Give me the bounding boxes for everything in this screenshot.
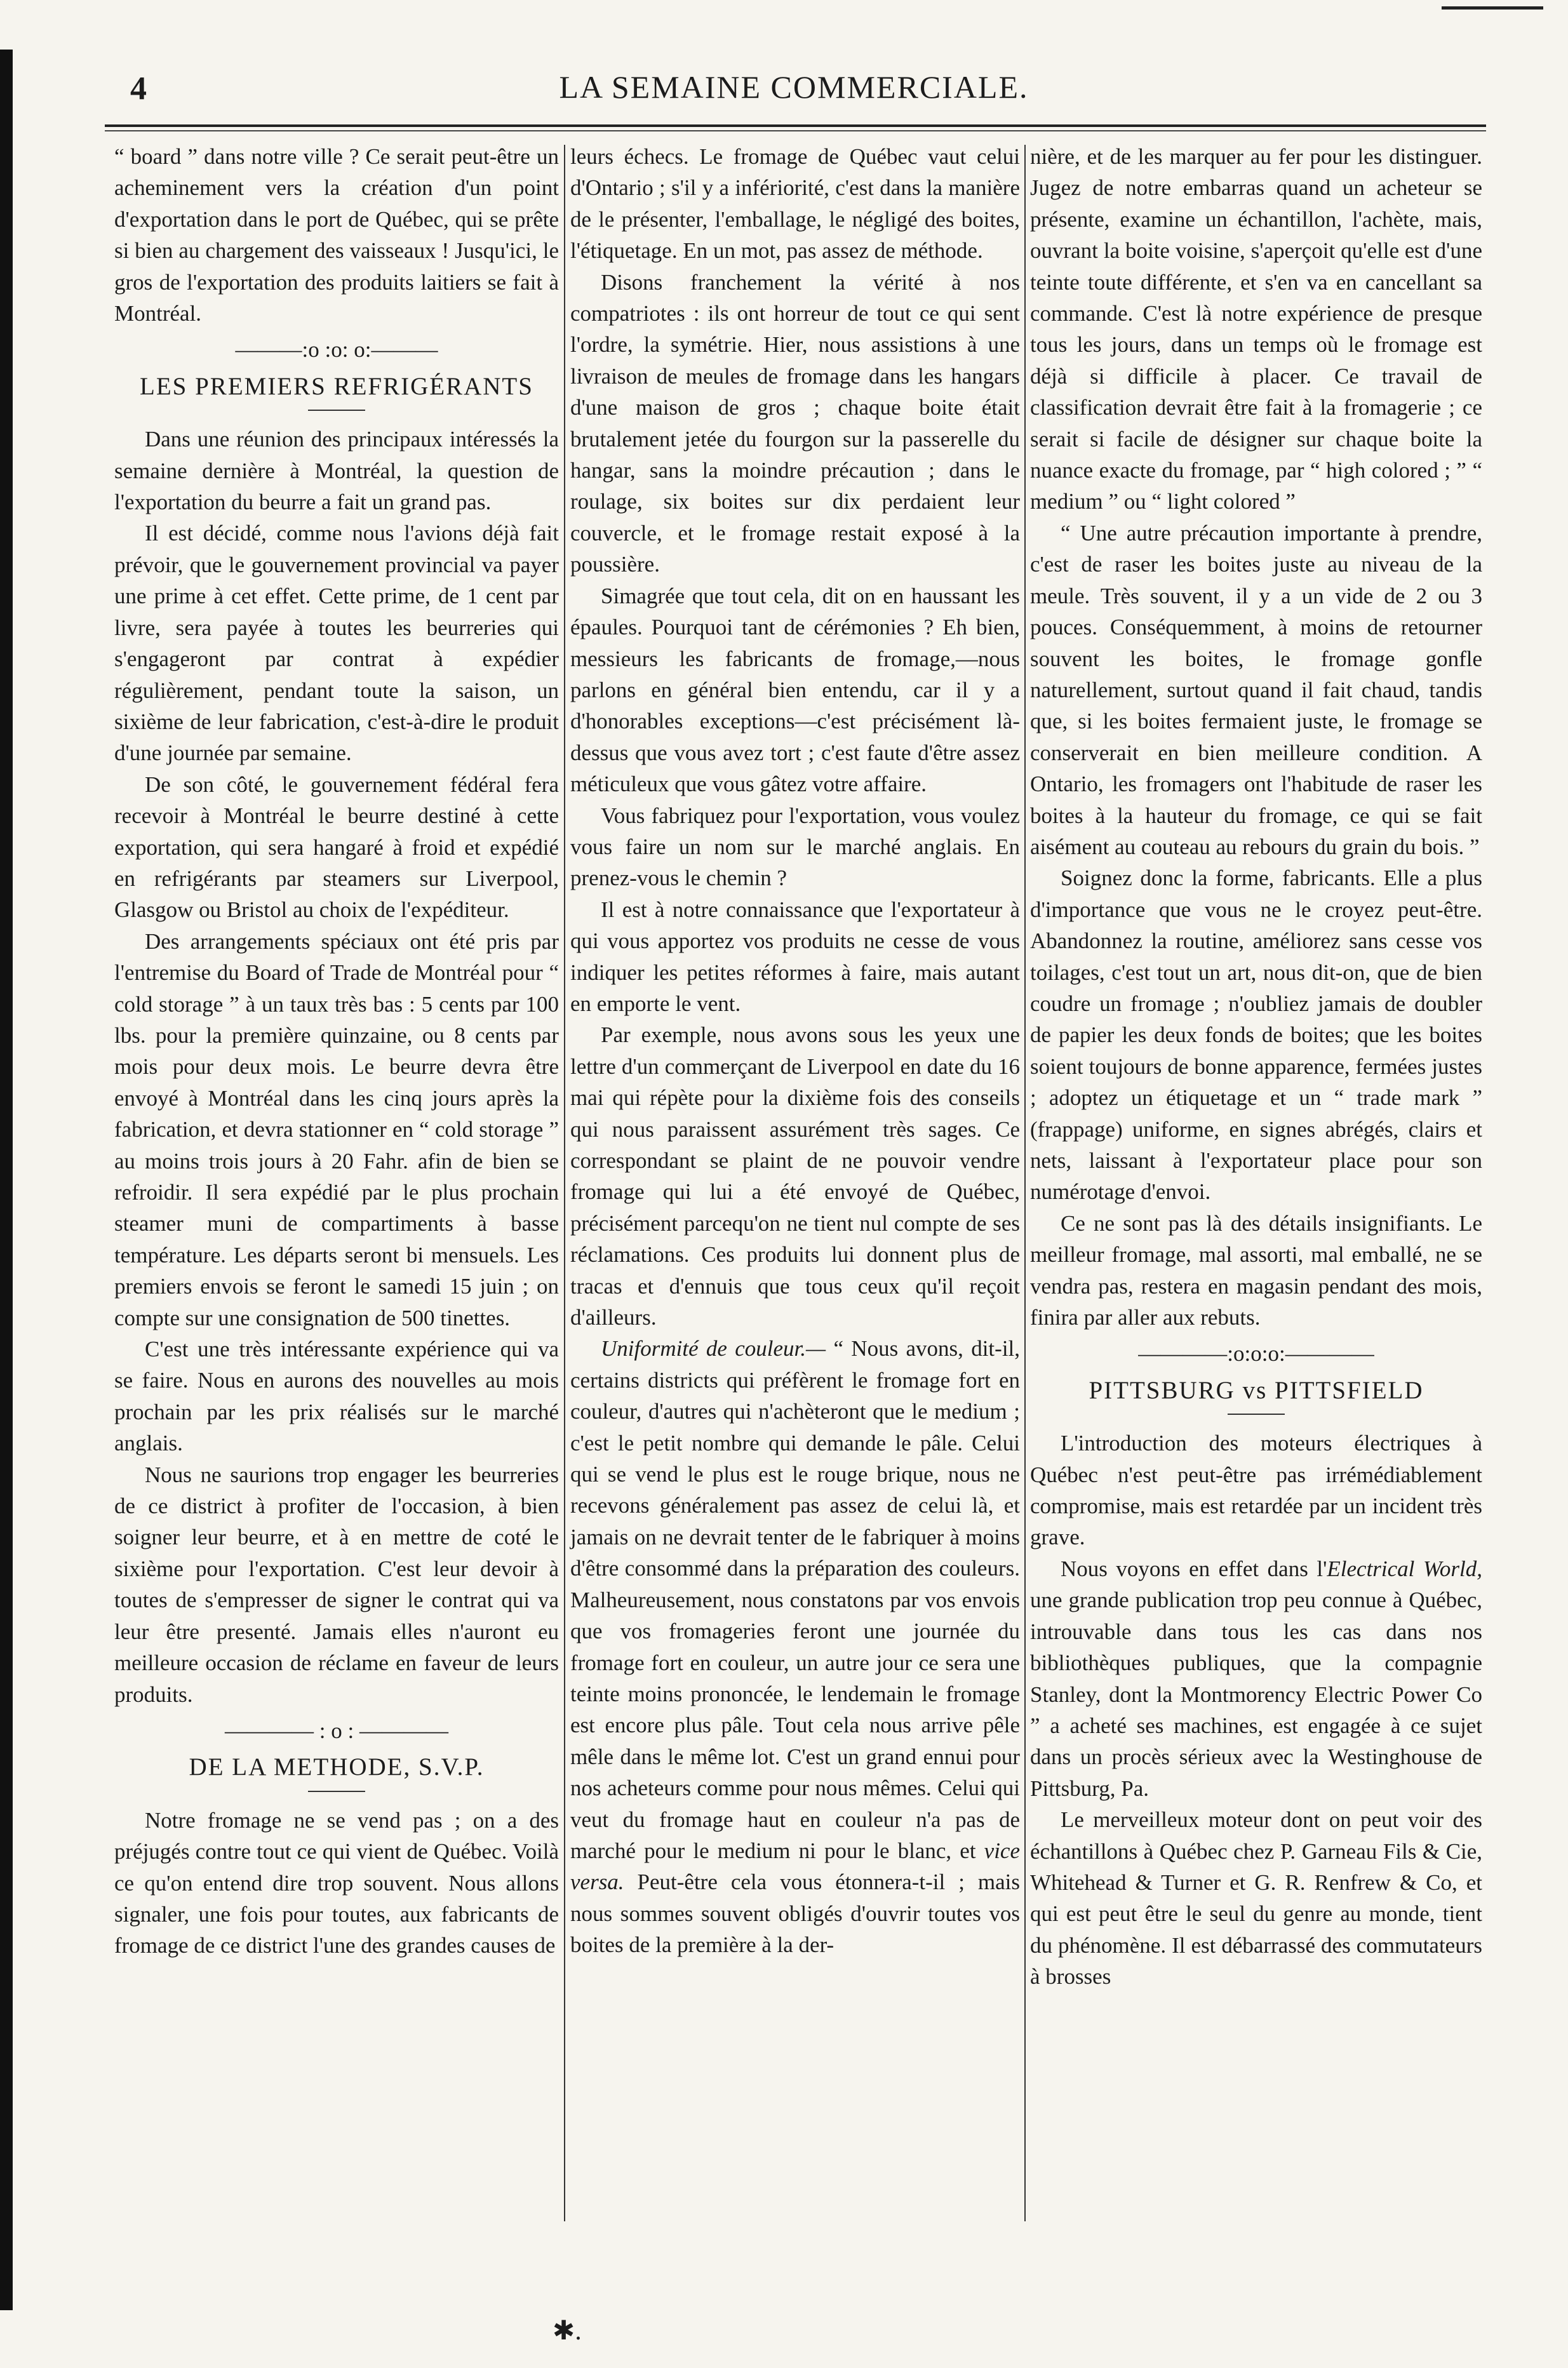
italic-lead: Uniformité de couleur.— bbox=[601, 1336, 826, 1361]
paragraph: Par exemple, nous avons sous les yeux une lettre d'un commerçant de Liverpool en date du 16 mai qui répète pour la dixième fois des conseils qui nous paraissent assurément très sages. Ce correspondant se plaint de ne pouvoir vendre fromage qui lui a été envoyé de Québec, précisément parcequ'on ne tient nul compte de ses réclamations. Ces produits lui donnent plus de tracas et d'ennuis que tous ceux qu'il reçoit d'ailleurs. bbox=[570, 1022, 1020, 1330]
paragraph: Il est à notre connaissance que l'exportateur à qui vous apportez vos produits ne cesse de vous indiquer les petites réformes à faire, mais autant en emporte le vent. bbox=[570, 897, 1020, 1016]
paragraph-text: “ Nous avons, dit-il, certains districts qui préfèrent le fromage fort en couleur, d'autres qui n'achèteront que le medium ; c'est le petit nombre qui demande le pâle. Celui qui se vend le plus est le rouge brique, nous ne recevons généralement pas assez de celui là, et jamais on ne devrait tenter de le fabriquer à moins d'être consommé dans la préparation des couleurs. Malheureusement, nous constatons par vos envois que vos fromageries feront une journée du fromage fort en couleur, un autre jour ce sera une teinte moins prononcée, le lendemain le fromage est encore plus pâle. Tout cela nous arrive pêle mêle dans le même lot. C'est un grand ennui pour nos acheteurs comme pour nous mêmes. Celui qui veut du fromage haut en couleur n'a pas de marché pour le medium ni pour le blanc, et bbox=[570, 1336, 1021, 1863]
masthead-title: LA SEMAINE COMMERCIALE bbox=[559, 69, 1020, 105]
masthead bbox=[445, 69, 1143, 105]
paragraph: De son côté, le gouvernement fédéral fera recevoir à Montréal le beurre destiné à cette exportation, qui sera hangaré à froid et expédié en refrigérants par steamers sur Liverpool, Glasgow ou Bristol au choix de l'expéditeur. bbox=[114, 772, 559, 923]
section-separator: ———:o :o: o:——— bbox=[235, 337, 438, 363]
page-number: 4 bbox=[130, 70, 147, 107]
column-1 bbox=[114, 141, 559, 1962]
paragraph: Ce ne sont pas là des détails insignifiants. Le meilleur fromage, mal assorti, mal emballé, ne se vendra pas, restera en magasin pendant des mois, finira par aller aux rebuts. bbox=[1030, 1210, 1482, 1330]
paragraph: C'est une très intéressante expérience qui va se faire. Nous en aurons des nouvelles au mois prochain par les prix réalisés sur le marché anglais. bbox=[114, 1337, 559, 1456]
header-rule bbox=[105, 124, 1486, 127]
section-separator: ———— : o : ———— bbox=[225, 1718, 448, 1743]
paragraph: nière, et de les marquer au fer pour les distinguer. Jugez de notre embarras quand un acheteur se présente, examine un échantillon, l'achète, mais, ouvrant la boite voisine, s'aperçoit qu'elle est d'une teinte toute différente, et s'en va en cancellant sa commande. C'est là notre expérience de presque tous les jours, dans un temps où le fromage est déjà si difficile à placer. Ce travail de classification devrait être fait à la fromagerie ; ce serait si facile de désigner sur chaque boite la nuance exacte du fromage, par “ high colored ; ” “ medium ” ou “ light colored ” bbox=[1030, 144, 1482, 514]
paragraph: leurs échecs. Le fromage de Québec vaut celui d'Ontario ; s'il y a infériorité, c'est dans la manière de le présenter, l'emballage, le négligé des boites, l'étiquetage. En un mot, pas assez de méthode. bbox=[570, 144, 1020, 264]
article-heading: LES PREMIERS REFRIGÉRANTS bbox=[140, 372, 533, 400]
masthead-period: . bbox=[1019, 69, 1029, 105]
paragraph: Simagrée que tout cela, dit on en haussant les épaules. Pourquoi tant de cérémonies ? Eh bien, messieurs les fabricants de fromage,—nous parlons en général bien entendu, car il y a d'honorables exceptions—c'est précisément là-dessus que vous avez tort ; c'est faute d'être assez méticuleux que vous gâtez votre affaire. bbox=[570, 583, 1020, 797]
column-3 bbox=[1030, 141, 1482, 1993]
paragraph: Notre fromage ne se vend pas ; on a des préjugés contre tout ce qui vient de Québec. Voilà ce qu'on entend dire trop souvent. Nous allons signaler, une fois pour toutes, aux fabricants de fromage de ce district l'une des grandes causes de bbox=[114, 1807, 559, 1958]
italic-phrase: vice versa. bbox=[570, 1838, 1020, 1895]
column-divider bbox=[1024, 145, 1026, 2221]
paragraph: “ Une autre précaution importante à prendre, c'est de raser les boites juste au niveau de la meule. Très souvent, il y a un vide de 2 ou 3 pouces. Conséquemment, à moins de retourner souvent les boites, le fromage gonfle naturellement, surtout quand il fait chaud, tandis que, si les boites fermaient juste, le fromage se conserverait en bien meilleure condition. A Ontario, les fromagers ont l'habitude de raser les boites à la hauteur du fromage, ce qui se fait aisément au couteau au rebours du grain du bois. ” bbox=[1030, 520, 1482, 859]
paragraph: “ board ” dans notre ville ? Ce serait peut-être un acheminement vers la création d'un point d'exportation dans le port de Québec, qui se prête si bien au chargement des vaisseaux ! Jusqu'ici, le gros de l'exportation des produits laitiers se fait à Montréal. bbox=[114, 144, 559, 326]
footer-mark: ✱. bbox=[553, 2317, 582, 2346]
paragraph: Le merveilleux moteur dont on peut voir des échantillons à Québec chez P. Garneau Fils & Cie, Whitehead & Turner et G. R. Renfrew & Co, et qui est peut être le seul du genre au monde, tient du phénomène. Il est débarrassé des commutateurs à brosses bbox=[1030, 1807, 1482, 1990]
italic-title: Electrical World, bbox=[1327, 1556, 1482, 1581]
heading-rule bbox=[308, 1791, 365, 1792]
heading-rule bbox=[308, 410, 365, 411]
paragraph: Dans une réunion des principaux intéressés la semaine dernière à Montréal, la question de l'exportation du beurre a fait un grand pas. bbox=[114, 427, 559, 515]
scan-edge-bar bbox=[0, 50, 13, 2310]
paragraph: Des arrangements spéciaux ont été pris par l'entremise du Board of Trade de Montréal pour “ cold storage ” à un taux très bas : 5 cents par 100 lbs. pour la première quinzaine, ou 8 cents par mois pour deux mois. Le beurre devra être envoyé à Montréal dans les cinq jours après la fabrication, et devra stationner en “ cold storage ” au moins trois jours à 20 Fahr. afin de bien se refroidir. Il sera expédié par le plus prochain steamer muni de compartiments à basse température. Les départs seront bi mensuels. Les premiers envois se feront le samedi 15 juin ; on compte sur une consignation de 500 tinettes. bbox=[114, 928, 559, 1330]
paragraph bbox=[570, 1333, 1020, 1960]
column-2 bbox=[570, 141, 1020, 1961]
article-heading: PITTSBURG vs PITTSFIELD bbox=[1089, 1376, 1424, 1404]
heading-rule bbox=[1228, 1414, 1285, 1415]
paragraph: L'introduction des moteurs électriques à Québec n'est peut-être pas irrémédiablement compromise, mais est retardée par un incident très grave. bbox=[1030, 1431, 1482, 1550]
paragraph-text: Nous voyons en effet dans l' bbox=[1061, 1556, 1327, 1581]
paragraph bbox=[1030, 1553, 1482, 1804]
paragraph: Il est décidé, comme nous l'avions déjà fait prévoir, que le gouvernement provincial va payer une prime à cet effet. Cette prime, de 1 cent par livre, sera payée à toutes les beurreries qui s'engageront par contrat à expédier régulièrement, pendant toute la saison, un sixième de leur fabrication, c'est-à-dire le produit d'une journée par semaine. bbox=[114, 521, 559, 766]
paragraph-text: une grande publication trop peu connue à Québec, introuvable dans tous les cas dans nos bibliothèques publiques, que la compagnie Stanley, dont la Montmorency Electric Power Co ” a acheté ses machines, est engagée à ce sujet dans un procès sérieux avec la Westinghouse de Pittsburg, Pa. bbox=[1030, 1588, 1482, 1801]
paragraph: Disons franchement la vérité à nos compatriotes : ils ont horreur de tout ce qui sent l'ordre, la symétrie. Hier, nous assistions à une livraison de meules de fromage dans les hangars d'une maison de gros ; chaque boite était brutalement jetée du fourgon sur la passerelle du hangar, sans la moindre précaution ; dans le roulage, six boites sur dix perdaient leur couvercle, et le fromage restait exposé à la poussière. bbox=[570, 269, 1020, 577]
section-separator: ————:o:o:o:———— bbox=[1138, 1341, 1374, 1367]
paragraph: Nous ne saurions trop engager les beurreries de ce district à profiter de l'occasion, à bien soigner leur beurre, et à en mettre de coté le sixième pour l'exportation. C'est leur devoir à toutes de s'empresser de signer le contrat qui va leur être presenté. Jamais elles n'auront eu meilleure occasion de réclame en faveur de leurs produits. bbox=[114, 1462, 559, 1707]
paragraph: Vous fabriquez pour l'exportation, vous voulez vous faire un nom sur le marché anglais. En prenez-vous le chemin ? bbox=[570, 803, 1020, 891]
column-divider bbox=[564, 145, 565, 2221]
paragraph-text: Peut-être cela vous étonnera-t-il ; mais nous sommes souvent obligés d'ouvrir toutes vos boites de la première à la der- bbox=[570, 1870, 1021, 1958]
header-rule-thin bbox=[105, 130, 1486, 131]
top-rule bbox=[1442, 6, 1543, 10]
article-heading: DE LA METHODE, S.V.P. bbox=[189, 1753, 485, 1781]
paragraph: Soignez donc la forme, fabricants. Elle a plus d'importance que vous ne le croyez peut-être. Abandonnez la routine, améliorez sans cesse vos toilages, c'est tout un art, nous dit-on, que de bien coudre un fromage ; n'oubliez jamais de doubler de papier les deux fonds de boites; que les boites soient toujours de bonne apparence, fermées justes ; adoptez un étiquetage et un “ trade mark ” (frappage) uniforme, en signes abrégés, clairs et nets, laissant à l'exportateur place pour son numérotage d'envoi. bbox=[1030, 866, 1482, 1205]
